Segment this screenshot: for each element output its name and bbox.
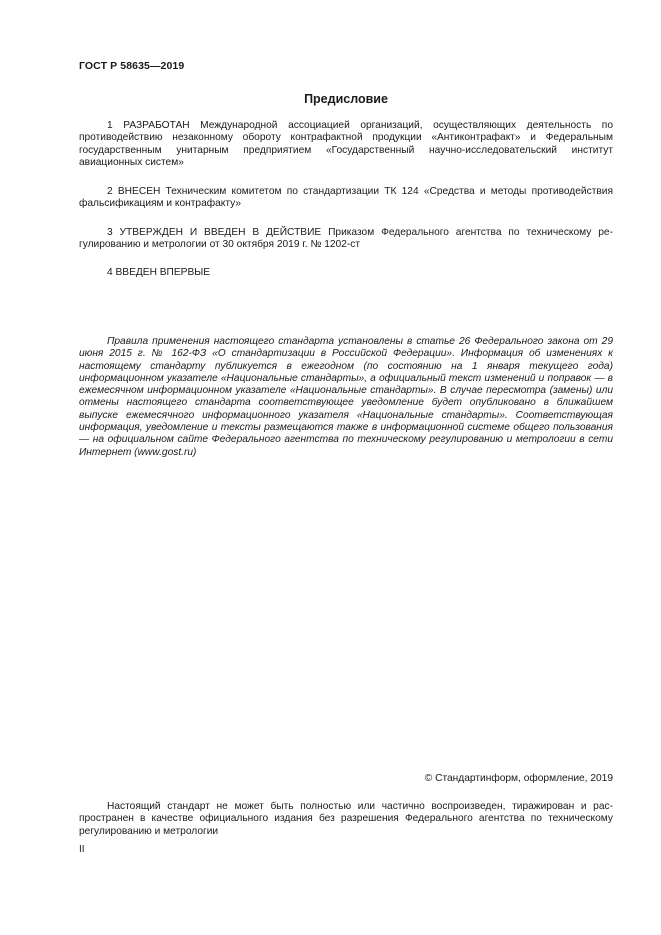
page-title: Предисловие [304, 92, 388, 106]
page-number: II [79, 844, 85, 855]
foreword-item-developed: 1 РАЗРАБОТАН Международной ассоциацией организаций, осуществляющих деятельность по противодействию незаконному обороту контрафактной продукции «Антиконтрафакт» и Федеральным государственным унитарным предприятием «Государственный научно-исследовательский институт авиационных систем» [79, 120, 613, 169]
foreword-item-introduced: 2 ВНЕСЕН Техническим комитетом по стандартизации ТК 124 «Средства и методы противодействия фальсификациям и контрафакту» [79, 186, 613, 210]
foreword-item-approved: 3 УТВЕРЖДЕН И ВВЕДЕН В ДЕЙСТВИЕ Приказом Федерального агентства по техническому регулированию и метрологии от 30 октября 2019 г. № 1202-ст [79, 227, 613, 251]
standard-code: ГОСТ Р 58635—2019 [79, 60, 185, 72]
copyright-line: © Стандартинформ, оформление, 2019 [424, 773, 613, 784]
reproduction-notice: Настоящий стандарт не может быть полностью или частично воспроизведен, тиражирован и распространен в качестве официального издания без разрешения Федерального агентства по техническому регулированию и метрологии [79, 801, 613, 837]
application-notice: Правила применения настоящего стандарта установлены в статье 26 Федерального закона от 29 июня 2015 г. № 162-ФЗ «О стандартизации в Российской Федерации». Информация об изменениях к настоящему стандарту публикуется в ежегодном (по состоянию на 1 января текущего года) информационном указателе «Национальные стандарты», а официальный текст изменений и поправок — в ежемесячном информационном указателе «Национальные стандарты». В случае пересмотра (замены) или отмены настоящего стандарта соответствующее уведомление будет опубликовано в ближайшем выпуске ежемесячного информационного указателя «Национальные стандарты». Соответствующая информация, уведомление и тексты размещаются также в информационной системе общего пользования — на официальном сайте Федерального агентства по техническому регулированию и метрологии в сети Интернет (www.gost.ru) [79, 336, 613, 458]
foreword-item-first-time: 4 ВВЕДЕН ВПЕРВЫЕ [107, 267, 211, 278]
